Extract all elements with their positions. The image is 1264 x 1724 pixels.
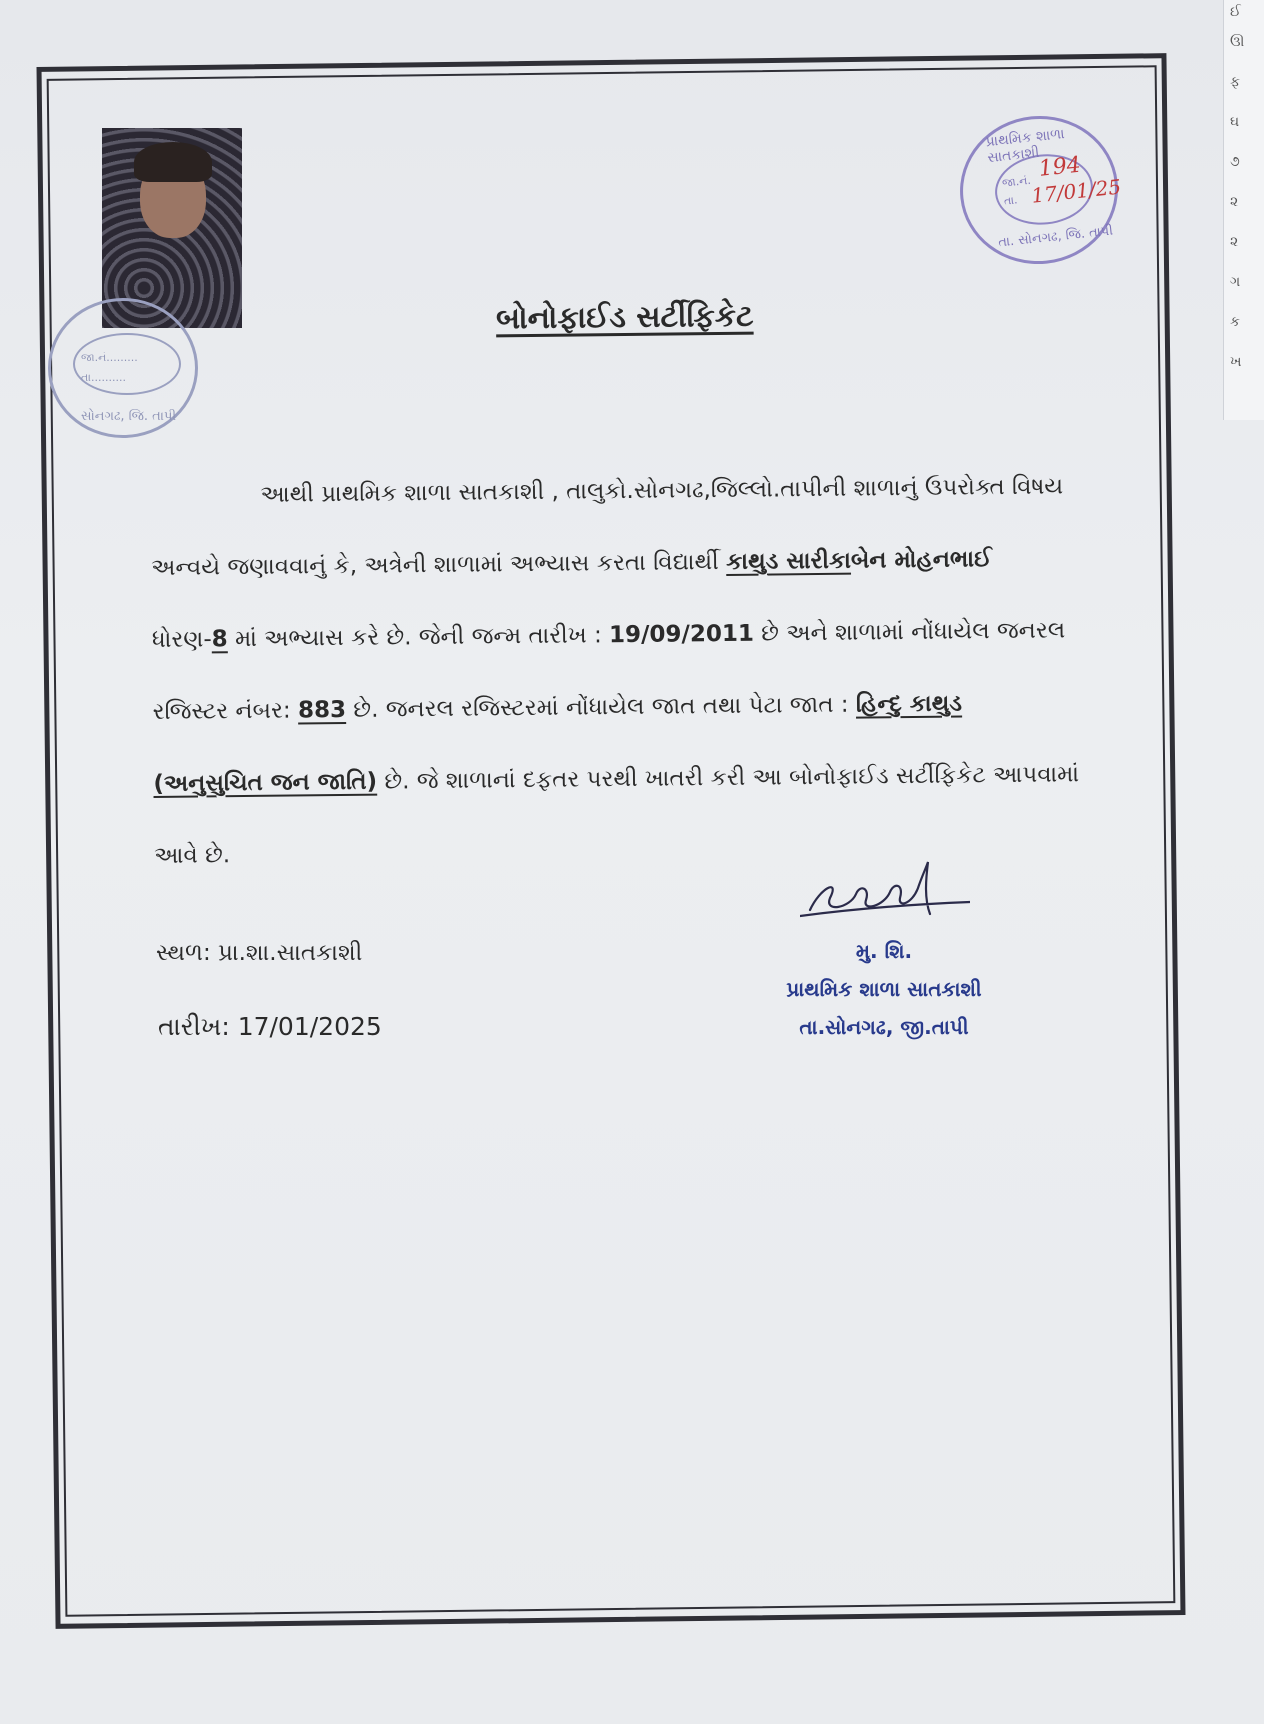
- stamp-rim-text: પ્રાથમિક શાળા સાતકાશી: [984, 126, 1066, 167]
- stamp-line: જા.નં.........: [81, 351, 138, 364]
- student-name-rest: બેન મોહનભાઈ: [850, 546, 992, 574]
- standard-value: 8: [211, 626, 228, 653]
- student-surname: કાથુડ સારીકા: [725, 547, 852, 575]
- certificate-body: [150, 450, 1114, 892]
- body-line: [150, 450, 1111, 532]
- birth-date: 19/09/2011: [608, 620, 755, 649]
- tribe-value: (અનુસુચિત જન જાતિ): [153, 768, 378, 797]
- body-text: છે. જે શાળાનાં દફતર પરથી ખાતરી કરી આ બોનોફાઈડ સર્ટીફિકેટ આપવામાં: [376, 761, 1080, 795]
- underlying-sheet-edge: [1223, 0, 1264, 420]
- edge-mark: ઊ: [1230, 34, 1245, 50]
- edge-mark: ૨: [1230, 234, 1239, 250]
- place-line: સ્થળ: પ્રા.શા.સાતકાશી: [156, 940, 363, 966]
- edge-mark: ગ: [1230, 274, 1241, 290]
- signatory-school: પ્રાથમિક શાળા સાતકાશી: [786, 977, 982, 1001]
- stamp-date: 17/01/25: [1030, 174, 1123, 208]
- register-number: 883: [297, 696, 347, 724]
- body-text: અન્વયે જણાવવાનું કે, અત્રેની શાળામાં અભ્યાસ કરતા વિદ્યાર્થી: [150, 548, 727, 581]
- stamp-rim-text: તા. સોનગઢ, જિ. તાપી: [997, 223, 1114, 251]
- signatory-location: તા.સોનગઢ, જી.તાપી: [799, 1015, 969, 1039]
- edge-mark: ખ: [1230, 354, 1242, 370]
- stamp-line: તા.: [1003, 193, 1019, 208]
- body-line: [154, 810, 1115, 892]
- edge-mark: ઘ: [1230, 114, 1240, 130]
- stamp-line: તા..........: [81, 371, 126, 384]
- body-text: છે અને શાળામાં નોંધાયેલ જનરલ: [753, 617, 1066, 647]
- body-text: રજિસ્ટર નંબર:: [152, 697, 299, 725]
- stamp-line: જા.નં.: [1001, 173, 1032, 190]
- edge-mark: ૭: [1230, 154, 1240, 170]
- signatory-block: [744, 932, 1024, 1046]
- caste-value: હિન્દુ કાથુડ: [855, 690, 963, 718]
- body-text: આવે છે.: [154, 842, 231, 869]
- body-line: [151, 522, 1112, 604]
- edge-mark: ઈ: [1230, 4, 1241, 20]
- stamp-inward-number: 194: [1037, 152, 1082, 182]
- stamp-rim-text: સોનગઢ, જિ. તાપી: [81, 409, 177, 424]
- body-line: [152, 594, 1113, 676]
- edge-mark: ફ: [1230, 74, 1240, 90]
- signature-mark: [800, 858, 970, 928]
- edge-mark: ૨: [1230, 194, 1239, 210]
- signatory-designation: મુ. શિ.: [855, 939, 913, 963]
- edge-mark: ક: [1230, 314, 1240, 330]
- body-line: [153, 738, 1114, 820]
- body-text: ધોરણ-: [151, 626, 212, 653]
- body-text: માં અભ્યાસ કરે છે. જેની જન્મ તારીખ :: [227, 622, 610, 653]
- body-text: આથી પ્રાથમિક શાળા સાતકાશી , તાલુકો.સોનગઢ,જિલ્લો.તાપીની શાળાનું ઉપરોક્ત વિષય: [260, 473, 1064, 508]
- school-stamp-left: [48, 298, 198, 438]
- date-line: તારીખ: 17/01/2025: [158, 1012, 382, 1041]
- body-line: [152, 666, 1113, 748]
- body-text: છે. જનરલ રજિસ્ટરમાં નોંધાયેલ જાત તથા પેટા જાત :: [345, 691, 857, 723]
- certificate-title: બોનોફાઈડ સર્ટીફિકેટ: [495, 298, 754, 337]
